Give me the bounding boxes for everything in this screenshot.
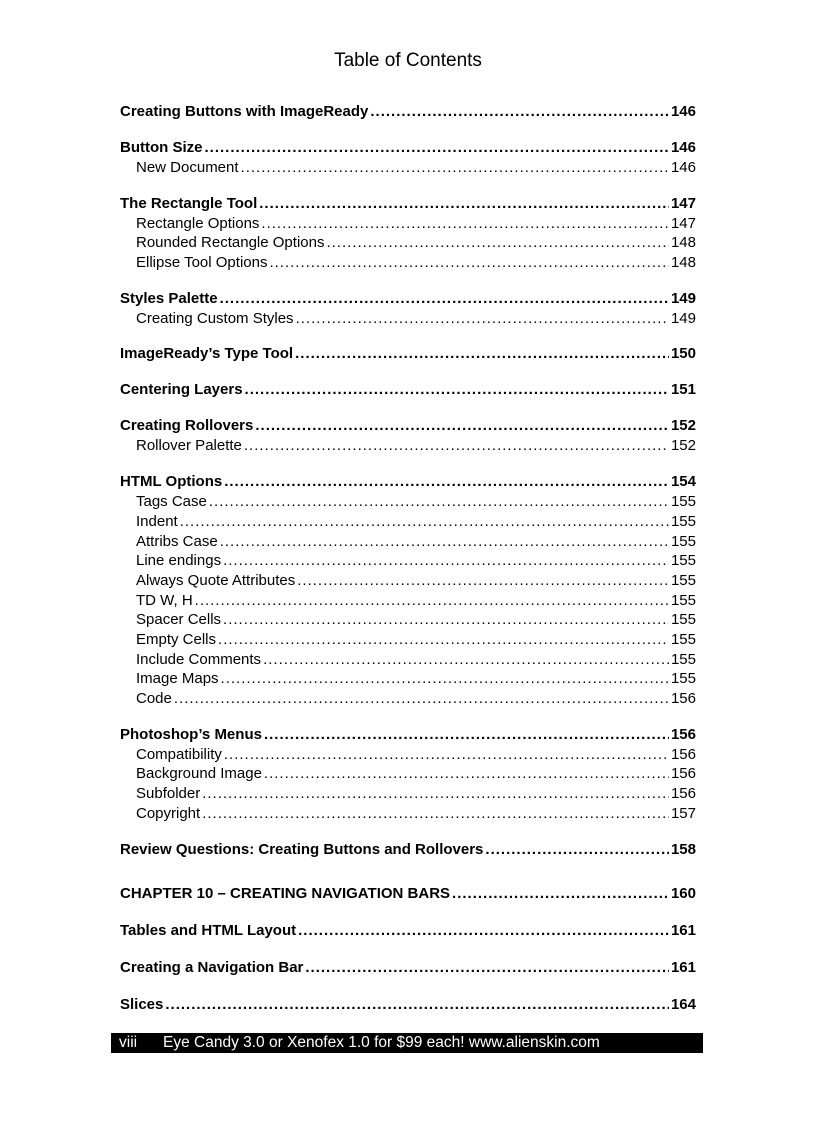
toc-heading-entry [120, 958, 696, 978]
dot-leader [165, 995, 669, 1015]
dot-leader [296, 309, 669, 329]
toc-subentry [120, 492, 696, 512]
toc-entry-label: Code [136, 690, 172, 707]
toc-subentry [120, 158, 696, 178]
toc-subentry [120, 532, 696, 552]
toc-entry-label: Subfolder [136, 785, 201, 803]
toc-page-number: 156 [670, 725, 696, 743]
toc-page-number: 161 [670, 959, 696, 977]
toc-page-number: 155 [670, 630, 696, 648]
dot-leader [305, 958, 669, 978]
toc-page-number: 154 [670, 473, 696, 491]
toc-page-number: 164 [670, 996, 696, 1014]
toc-entry-label: Indent [136, 512, 178, 530]
toc-page-number: 155 [670, 611, 696, 629]
toc-page-number: 149 [670, 289, 696, 307]
toc-page-number: 155 [670, 571, 696, 589]
toc-page-number: 150 [670, 345, 696, 363]
toc-entry-label: Centering Layers [120, 381, 243, 399]
dot-leader [241, 158, 669, 178]
toc-entry-label: Rounded Rectangle Options [136, 234, 325, 252]
dot-leader [255, 416, 669, 436]
page-title: Table of Contents [334, 50, 482, 71]
toc-heading-entry [120, 725, 696, 745]
dot-leader [223, 551, 669, 571]
toc-subentry [120, 512, 696, 532]
dot-leader [485, 840, 669, 860]
toc-subentry [120, 253, 696, 273]
toc-page-number: 158 [670, 841, 696, 859]
toc-entry-label: Ellipse Tool Options [136, 254, 268, 272]
toc-entry-label: Image Maps [136, 670, 219, 688]
toc-entry-label: The Rectangle Tool [120, 194, 258, 212]
dot-leader [202, 784, 669, 804]
toc-heading-entry [120, 194, 696, 214]
dot-leader [259, 194, 669, 214]
toc-entry-label: Creating a Navigation Bar [120, 959, 304, 977]
toc-page-number: 151 [670, 381, 696, 399]
toc-page-number: 156 [670, 765, 696, 783]
toc-entry-label: Creating Custom Styles [136, 309, 294, 327]
dot-leader [263, 650, 669, 670]
toc-heading-entry [120, 995, 696, 1015]
toc-entry-label: Always Quote Attributes [136, 571, 296, 589]
toc-page-number: 146 [670, 103, 696, 120]
toc-page-number: 157 [670, 804, 696, 822]
footer-bar [111, 1033, 703, 1053]
dot-leader [180, 512, 669, 532]
toc-subentry [120, 436, 696, 456]
toc-page-number: 146 [670, 139, 696, 156]
toc-page-number: 152 [670, 437, 696, 455]
toc-entry-label: Compatibility [136, 745, 222, 763]
toc-page-number: 156 [670, 785, 696, 803]
toc-subentry [120, 804, 696, 824]
toc-heading-entry [120, 344, 696, 364]
dot-leader [221, 669, 669, 689]
toc-entry-label: Tags Case [136, 493, 207, 511]
toc-subentry [120, 650, 696, 670]
toc-entry-label: Styles Palette [120, 289, 218, 307]
toc-page-number: 152 [670, 417, 696, 435]
toc-subentry [120, 309, 696, 329]
toc-heading-entry [120, 840, 696, 860]
toc-page-number: 155 [670, 552, 696, 570]
toc-entry-label: Empty Cells [136, 630, 217, 648]
toc-page-number: 155 [670, 591, 696, 609]
toc-subentry [120, 630, 696, 650]
dot-leader [218, 630, 669, 650]
toc-entry-label: Button Size [120, 139, 203, 156]
dot-leader [220, 289, 669, 309]
toc-subentry [120, 571, 696, 591]
toc-heading-entry [120, 472, 696, 492]
toc-entry-label: Rollover Palette [136, 437, 242, 455]
dot-leader [220, 532, 669, 552]
dot-leader [264, 764, 669, 784]
toc-entry-label: Tables and HTML Layout [120, 922, 297, 940]
dot-leader [202, 804, 669, 824]
toc-entry-label: CHAPTER 10 – CREATING NAVIGATION BARS [120, 885, 451, 903]
toc-heading-entry [120, 289, 696, 309]
toc-entry-label: Photoshop’s Menus [120, 725, 262, 743]
toc-subentry [120, 669, 696, 689]
toc-heading-entry [120, 138, 696, 158]
toc-page-number: 155 [670, 532, 696, 550]
page-number: viii [119, 1034, 138, 1051]
toc-heading-entry [120, 884, 696, 904]
footer-advertisement: Eye Candy 3.0 or Xenofex 1.0 for $99 each! www.alienskin.com [163, 1034, 600, 1051]
toc-subentry [120, 689, 696, 709]
toc-subentry [120, 784, 696, 804]
dot-leader [295, 344, 669, 364]
dot-leader [205, 138, 669, 158]
dot-leader [209, 492, 669, 512]
toc-page-number: 146 [670, 159, 696, 176]
dot-leader [174, 689, 669, 709]
toc-entry-label: Review Questions: Creating Buttons and Rollovers [120, 841, 484, 859]
toc-entry-label: New Document [136, 159, 239, 176]
toc-page-number: 149 [670, 309, 696, 327]
dot-leader [452, 884, 669, 904]
toc-entry-label: TD W, H [136, 591, 193, 609]
toc-subentry [120, 610, 696, 630]
dot-leader [261, 214, 669, 234]
toc-heading-entry [120, 416, 696, 436]
toc-entry-label: HTML Options [120, 473, 223, 491]
dot-leader [269, 253, 669, 273]
toc-page-number: 155 [670, 493, 696, 511]
toc-entry-label: Background Image [136, 765, 262, 783]
toc-subentry [120, 745, 696, 765]
toc-page-number: 147 [670, 214, 696, 232]
dot-leader [224, 472, 669, 492]
toc-subentry [120, 764, 696, 784]
dot-leader [298, 921, 669, 941]
toc-page-number: 156 [670, 745, 696, 763]
dot-leader [224, 745, 669, 765]
toc-heading-entry [120, 102, 696, 122]
toc-entry-label: Copyright [136, 804, 201, 822]
toc-page-number: 156 [670, 690, 696, 707]
dot-leader [245, 380, 669, 400]
toc-page-number: 155 [670, 650, 696, 668]
toc-entry-label: Attribs Case [136, 532, 218, 550]
toc-heading-entry [120, 921, 696, 941]
toc-subentry [120, 591, 696, 611]
dot-leader [264, 725, 669, 745]
toc-entry-label: Creating Rollovers [120, 417, 254, 435]
toc-entry-label: Spacer Cells [136, 611, 222, 629]
toc-page-number: 148 [670, 254, 696, 272]
table-of-contents [120, 102, 696, 1015]
toc-entry-label: Slices [120, 996, 164, 1014]
toc-page-number: 148 [670, 234, 696, 252]
dot-leader [370, 102, 669, 122]
toc-page-number: 160 [670, 885, 696, 903]
toc-page-number: 161 [670, 922, 696, 940]
dot-leader [223, 610, 669, 630]
toc-entry-label: Creating Buttons with ImageReady [120, 103, 369, 120]
toc-entry-label: Rectangle Options [136, 214, 260, 232]
toc-entry-label: Include Comments [136, 650, 262, 668]
toc-page-number: 155 [670, 670, 696, 688]
dot-leader [195, 591, 669, 611]
toc-heading-entry [120, 380, 696, 400]
dot-leader [297, 571, 669, 591]
toc-subentry [120, 214, 696, 234]
toc-subentry [120, 551, 696, 571]
toc-page-number: 155 [670, 512, 696, 530]
dot-leader [326, 233, 669, 253]
toc-page-number: 147 [670, 194, 696, 212]
dot-leader [244, 436, 669, 456]
toc-entry-label: ImageReady’s Type Tool [120, 345, 294, 363]
toc-entry-label: Line endings [136, 552, 222, 570]
toc-subentry [120, 233, 696, 253]
